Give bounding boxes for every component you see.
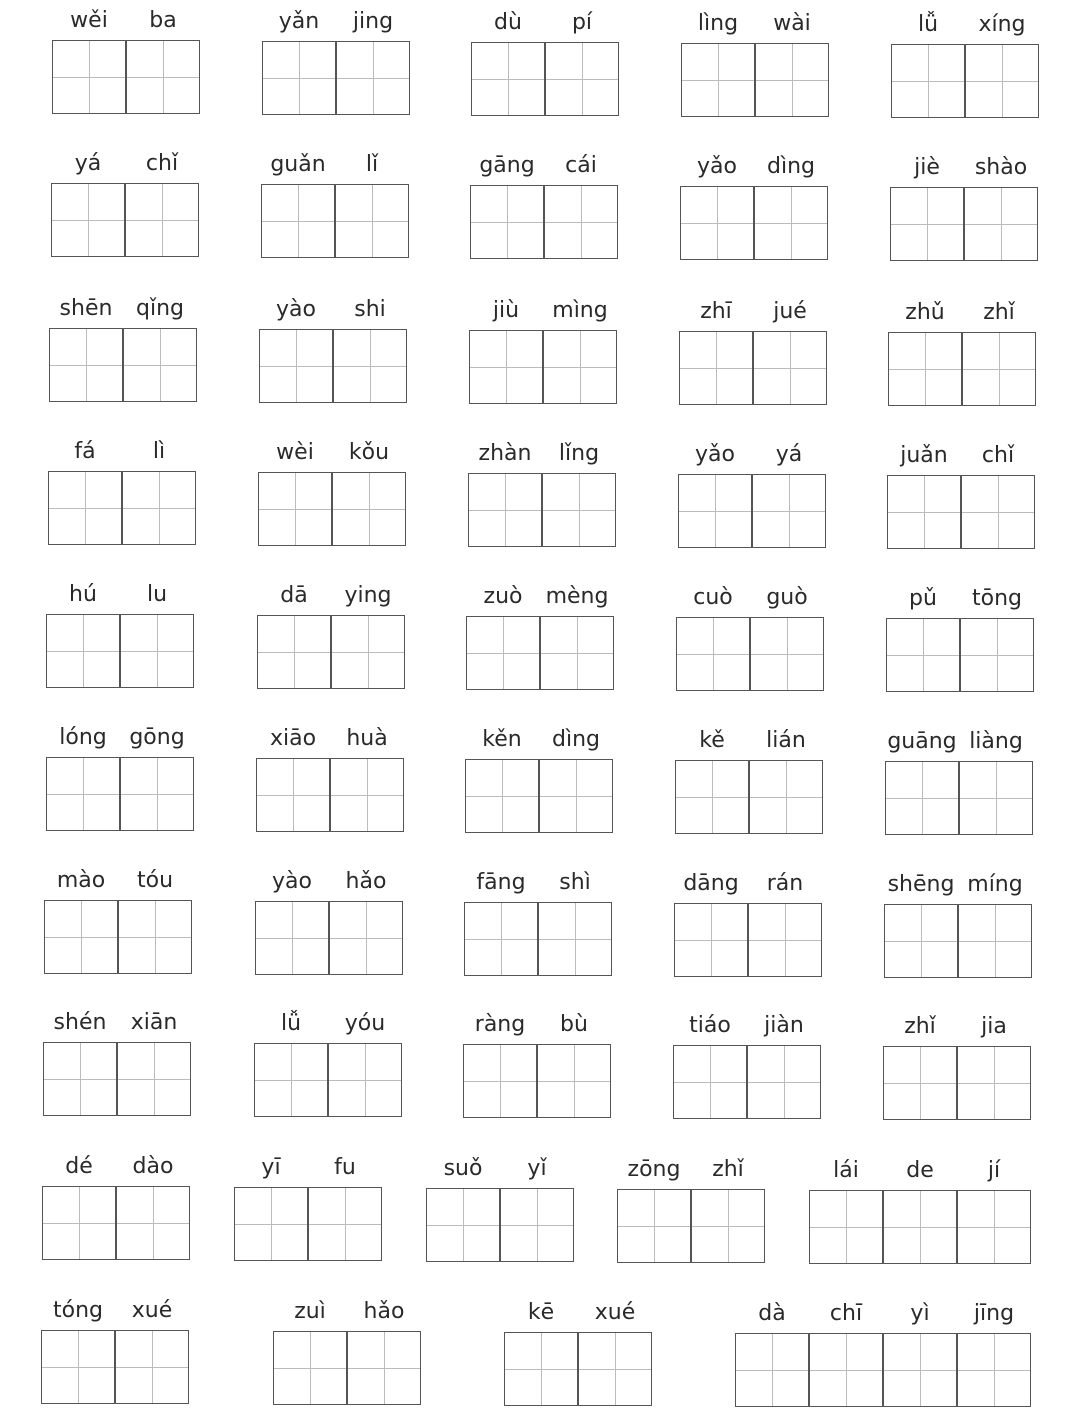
word-group [465,723,613,835]
writing-box[interactable] [885,761,959,835]
pinyin-label: zhǔ [905,300,945,325]
writing-box[interactable] [44,900,118,974]
writing-box[interactable] [331,615,405,689]
writing-box[interactable] [120,614,194,688]
writing-box[interactable] [122,471,196,545]
writing-box[interactable] [259,329,333,403]
pinyin-label: huà [346,726,388,751]
word-group [46,721,194,833]
pinyin-label: lǐ [365,152,379,177]
pinyin-label: zuò [483,584,523,609]
writing-box[interactable] [544,185,618,259]
word-group [426,1152,574,1264]
pinyin-label: dìng [767,154,815,179]
pinyin-label: pí [571,10,593,35]
writing-box[interactable] [258,472,332,546]
writing-box[interactable] [747,1045,821,1119]
writing-box[interactable] [51,183,125,257]
pinyin-label: ba [149,8,177,33]
writing-box[interactable] [471,42,545,116]
word-group [617,1153,765,1265]
pinyin-label: yǐ [527,1156,547,1181]
pinyin-label: jia [981,1014,1007,1039]
word-group [273,1295,421,1407]
pinyin-label: shi [354,297,386,322]
word-group [468,437,616,549]
writing-box[interactable] [537,1044,611,1118]
writing-box[interactable] [48,471,122,545]
writing-box[interactable] [470,185,544,259]
pinyin-label: xiāo [269,726,317,751]
word-group [888,296,1036,408]
writing-box[interactable] [125,183,199,257]
word-group [890,151,1038,263]
word-group [463,1008,611,1120]
pinyin-label: tiáo [689,1013,731,1038]
word-group [884,868,1032,980]
pinyin-label: xué [594,1300,636,1325]
pinyin-label: yào [272,869,312,894]
writing-box[interactable] [674,903,748,977]
pinyin-label: jiàn [764,1013,804,1038]
pinyin-label: chǐ [981,443,1015,468]
pinyin-label: chī [829,1301,863,1326]
writing-box[interactable] [347,1331,421,1405]
pinyin-label: rán [766,871,804,896]
pinyin-label: shén [53,1010,107,1035]
writing-box[interactable] [308,1187,382,1261]
writing-box[interactable] [52,40,126,114]
pinyin-label: wěi [70,8,108,33]
writing-box[interactable] [254,1043,328,1117]
pinyin-label: yóu [344,1011,386,1036]
writing-box[interactable] [500,1188,574,1262]
writing-box[interactable] [676,617,750,691]
pinyin-label: lái [833,1158,859,1183]
writing-box[interactable] [888,332,962,406]
writing-box[interactable] [749,760,823,834]
pinyin-label: dā [280,583,308,608]
pinyin-label: lóng [59,725,107,750]
word-group [254,1007,402,1119]
word-group [259,293,407,405]
word-group [257,579,405,691]
pinyin-label: mào [56,868,106,893]
pinyin-label: jiè [914,155,940,180]
word-group [49,292,197,404]
writing-box[interactable] [617,1189,691,1263]
writing-box[interactable] [42,1186,116,1260]
writing-box[interactable] [890,187,964,261]
pinyin-label: wèi [276,440,314,465]
pinyin-label: yì [910,1301,930,1326]
writing-box[interactable] [959,761,1033,835]
pinyin-label: míng [967,872,1023,897]
pinyin-label: lián [766,728,806,753]
writing-box[interactable] [43,1042,117,1116]
pinyin-label: chǐ [145,151,179,176]
writing-box[interactable] [957,1046,1031,1120]
pinyin-label: jí [987,1158,1001,1183]
word-group [470,149,618,261]
word-group [52,4,200,116]
writing-box[interactable] [965,44,1039,118]
pinyin-label: dìng [552,727,600,752]
writing-box[interactable] [329,901,403,975]
writing-box[interactable] [336,41,410,115]
writing-box[interactable] [545,42,619,116]
writing-box[interactable] [752,474,826,548]
pinyin-label: shēng [887,872,955,897]
pinyin-label: yǎo [697,154,737,179]
writing-box[interactable] [543,330,617,404]
word-group [51,147,199,259]
writing-box[interactable] [675,760,749,834]
writing-box[interactable] [961,475,1035,549]
pinyin-label: xíng [978,12,1026,37]
pinyin-label: zhǐ [983,300,1015,325]
word-group [680,150,828,262]
word-group [255,865,403,977]
word-group [676,581,824,693]
word-group [42,1150,190,1262]
pinyin-label: cái [565,153,597,178]
pinyin-label: lu [146,582,168,607]
word-group [43,1006,191,1118]
writing-box[interactable] [273,1331,347,1405]
pinyin-label: bù [560,1012,588,1037]
writing-box[interactable] [958,904,1032,978]
pinyin-label: dāng [683,871,739,896]
pinyin-label: lǚ [917,12,939,37]
pinyin-label: xiān [130,1010,178,1035]
writing-box[interactable] [49,328,123,402]
writing-box[interactable] [468,473,542,547]
pinyin-label: yá [74,151,102,176]
pinyin-label: jīng [973,1301,1015,1326]
pinyin-label: jing [352,9,394,34]
pinyin-label: dù [494,10,522,35]
writing-box[interactable] [964,187,1038,261]
writing-box[interactable] [46,614,120,688]
writing-box[interactable] [426,1188,500,1262]
pinyin-label: kē [527,1300,555,1325]
pinyin-label: lìng [697,11,739,36]
writing-box[interactable] [116,1186,190,1260]
writing-box[interactable] [257,615,331,689]
writing-box[interactable] [960,618,1034,692]
pinyin-label: liàng [969,729,1023,754]
writing-box[interactable] [755,43,829,117]
writing-box[interactable] [118,900,192,974]
word-group [887,439,1035,551]
word-group [886,582,1034,694]
writing-box[interactable] [126,40,200,114]
writing-box[interactable] [538,902,612,976]
pinyin-label: tóu [136,868,174,893]
writing-box[interactable] [750,617,824,691]
pinyin-label: zuì [294,1299,326,1324]
writing-box[interactable] [539,759,613,833]
writing-box[interactable] [957,1190,1031,1264]
pinyin-label: zhǐ [712,1157,744,1182]
pinyin-label: hǎo [363,1299,405,1324]
writing-box[interactable] [884,904,958,978]
pinyin-label: pǔ [909,586,937,611]
writing-box[interactable] [504,1332,578,1406]
writing-box[interactable] [463,1044,537,1118]
word-group [258,436,406,548]
writing-box[interactable] [680,186,754,260]
word-group [46,578,194,690]
writing-box[interactable] [578,1332,652,1406]
pinyin-label: yī [261,1155,281,1180]
writing-box[interactable] [673,1045,747,1119]
writing-box[interactable] [466,616,540,690]
pinyin-label: fá [74,439,96,464]
writing-box[interactable] [678,474,752,548]
word-group [261,148,409,260]
word-group [674,867,822,979]
pinyin-label: mìng [552,298,608,323]
writing-box[interactable] [735,1333,809,1407]
word-group [262,5,410,117]
pinyin-label: guò [766,585,808,610]
writing-box[interactable] [681,43,755,117]
pinyin-label: qǐng [136,296,184,321]
corner-mark [944,0,1040,6]
word-group [466,580,614,692]
pinyin-label: jiù [492,298,520,323]
pinyin-label: de [906,1158,934,1183]
writing-box[interactable] [691,1189,765,1263]
writing-box[interactable] [809,1333,883,1407]
pinyin-label: kěn [482,727,522,752]
pinyin-label: gāng [479,153,535,178]
pinyin-label: fu [334,1155,356,1180]
pinyin-label: shēn [59,296,113,321]
writing-box[interactable] [255,901,329,975]
writing-box[interactable] [328,1043,402,1117]
pinyin-label: yǎn [278,9,320,34]
pinyin-label: zōng [627,1157,681,1182]
writing-box[interactable] [115,1330,189,1404]
writing-box[interactable] [120,757,194,831]
writing-box[interactable] [883,1333,957,1407]
pinyin-label: yǎo [695,442,735,467]
pinyin-label: zhǐ [904,1014,936,1039]
pinyin-label: yào [276,297,316,322]
pinyin-label: guǎn [270,152,326,177]
pinyin-label: mèng [545,584,609,609]
pinyin-label: fāng [476,870,526,895]
writing-box[interactable] [261,184,335,258]
pinyin-label: juǎn [900,443,948,468]
writing-box[interactable] [891,44,965,118]
writing-box[interactable] [464,902,538,976]
pinyin-label: tóng [53,1298,103,1323]
pinyin-label: hú [69,582,97,607]
pinyin-label: kě [699,728,725,753]
writing-box[interactable] [542,473,616,547]
word-group [678,438,826,550]
pinyin-label: shào [974,155,1028,180]
writing-box[interactable] [809,1190,883,1264]
writing-box[interactable] [886,618,960,692]
word-group [256,722,404,834]
writing-box[interactable] [957,1333,1031,1407]
writing-box[interactable] [46,757,120,831]
pinyin-label: zhàn [478,441,532,466]
writing-box[interactable] [754,186,828,260]
writing-box[interactable] [330,758,404,832]
writing-box[interactable] [333,329,407,403]
writing-box[interactable] [883,1190,957,1264]
word-group [504,1296,652,1408]
pinyin-label: wài [773,11,811,36]
word-group [885,725,1033,837]
writing-box[interactable] [748,903,822,977]
word-group [735,1297,1031,1409]
writing-box[interactable] [465,759,539,833]
pinyin-label: ràng [474,1012,526,1037]
word-group [891,8,1039,120]
writing-box[interactable] [883,1046,957,1120]
word-group [48,435,196,547]
word-group [469,294,617,406]
writing-box[interactable] [123,328,197,402]
pinyin-label: dào [132,1154,174,1179]
word-group [44,864,192,976]
writing-box[interactable] [335,184,409,258]
pinyin-label: shì [559,870,591,895]
pinyin-label: hǎo [345,869,387,894]
pinyin-label: lǚ [280,1011,302,1036]
word-group [675,724,823,836]
word-group [234,1151,382,1263]
pinyin-label: cuò [693,585,733,610]
pinyin-label: dà [758,1301,786,1326]
pinyin-label: xué [131,1298,173,1323]
writing-box[interactable] [679,331,753,405]
writing-box[interactable] [962,332,1036,406]
writing-box[interactable] [540,616,614,690]
writing-box[interactable] [753,331,827,405]
pinyin-label: lì [152,439,166,464]
writing-box[interactable] [887,475,961,549]
writing-box[interactable] [469,330,543,404]
word-group [679,295,827,407]
pinyin-label: jué [773,299,807,324]
writing-box[interactable] [256,758,330,832]
word-group [681,7,829,119]
pinyin-label: suǒ [443,1156,483,1181]
word-group [464,866,612,978]
writing-box[interactable] [332,472,406,546]
word-group [673,1009,821,1121]
pinyin-label: gōng [129,725,185,750]
pinyin-label: kǒu [348,440,390,465]
pinyin-label: yá [775,442,803,467]
word-group [471,6,619,118]
word-group [809,1154,1031,1266]
pinyin-label: guāng [887,729,957,754]
word-group [41,1294,189,1406]
writing-box[interactable] [41,1330,115,1404]
writing-box[interactable] [262,41,336,115]
pinyin-label: lǐng [558,441,600,466]
word-group [883,1010,1031,1122]
writing-box[interactable] [234,1187,308,1261]
writing-box[interactable] [117,1042,191,1116]
pinyin-label: ying [344,583,392,608]
pinyin-label: tōng [972,586,1022,611]
pinyin-label: zhī [700,299,732,324]
pinyin-label: dé [65,1154,93,1179]
